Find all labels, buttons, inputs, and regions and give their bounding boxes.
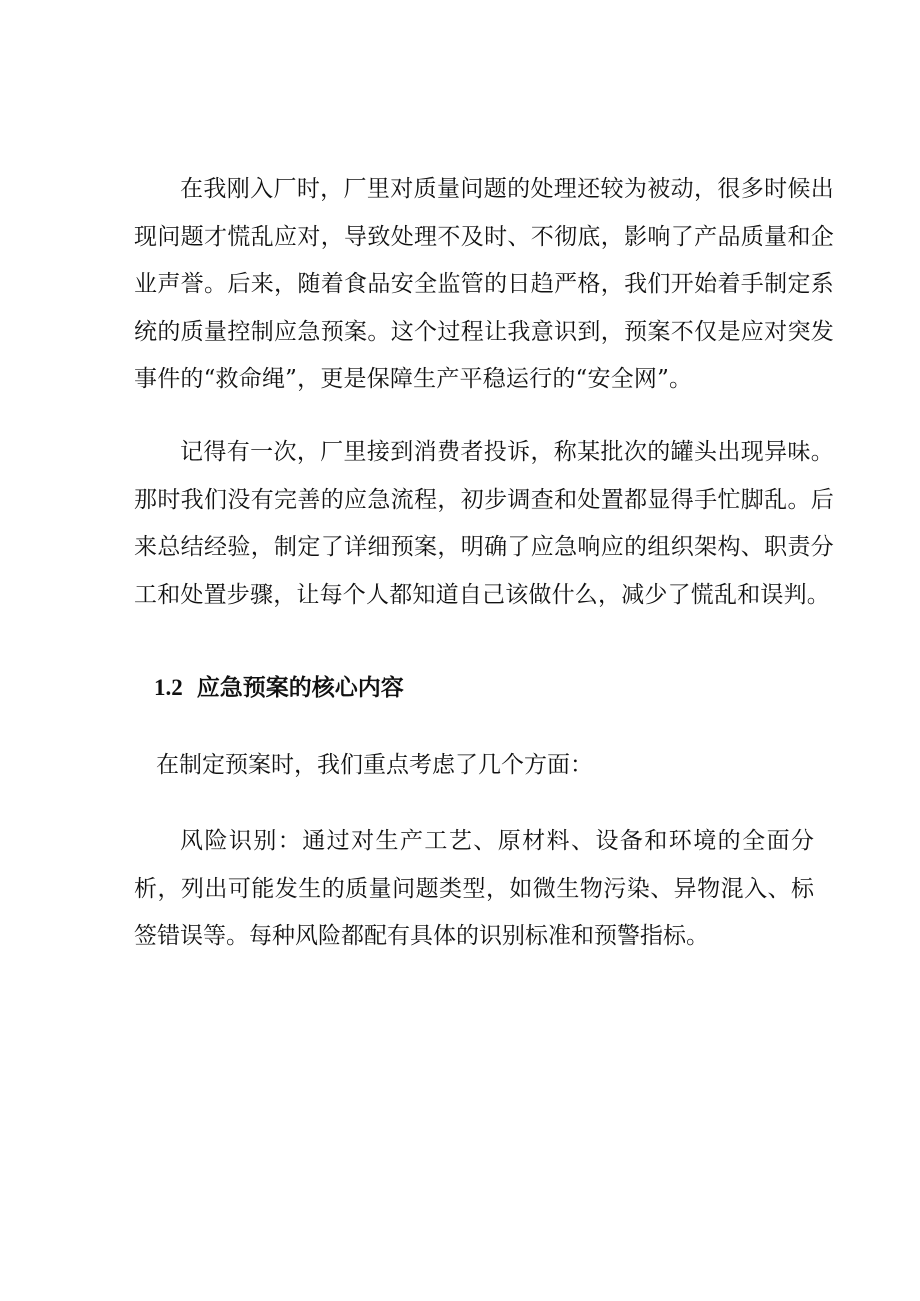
paragraph-background: 在我刚入厂时，厂里对质量问题的处理还较为被动，很多时候出现问题才慌乱应对，导致处理不及时、不彻底，影响了产品质量和企业声誉。后来，随着食品安全监管的日趋严格，我们开始着手制定系统的质量控制应急预案。这个过程让我意识到，预案不仅是应对突发事件的“救命绳”，更是保障生产平稳运行的“安全网”。 [134,176,834,392]
section-intro: 在制定预案时，我们重点考虑了几个方面： [156,752,593,778]
section-number: 1.2 [154,675,183,700]
paragraph-example: 记得有一次，厂里接到消费者投诉，称某批次的罐头出现异味。那时我们没有完善的应急流程，初步调查和处置都显得手忙脚乱。后来总结经验，制定了详细预案，明确了应急响应的组织架构、职责分工和处置步骤，让每个人都知道自己该做什么，减少了慌乱和误判。 [134,439,834,608]
item-term: 风险识别 [180,828,278,854]
item-text: ：通过对生产工艺、原材料、设备和环境的全面分析，列出可能发生的质量问题类型，如微生物污染、异物混入、标签错误等。每种风险都配有具体的识别标准和预警指标。 [134,828,815,949]
section-title: 应急预案的核心内容 [196,675,404,701]
list-item [134,818,814,961]
section-heading [154,668,404,708]
